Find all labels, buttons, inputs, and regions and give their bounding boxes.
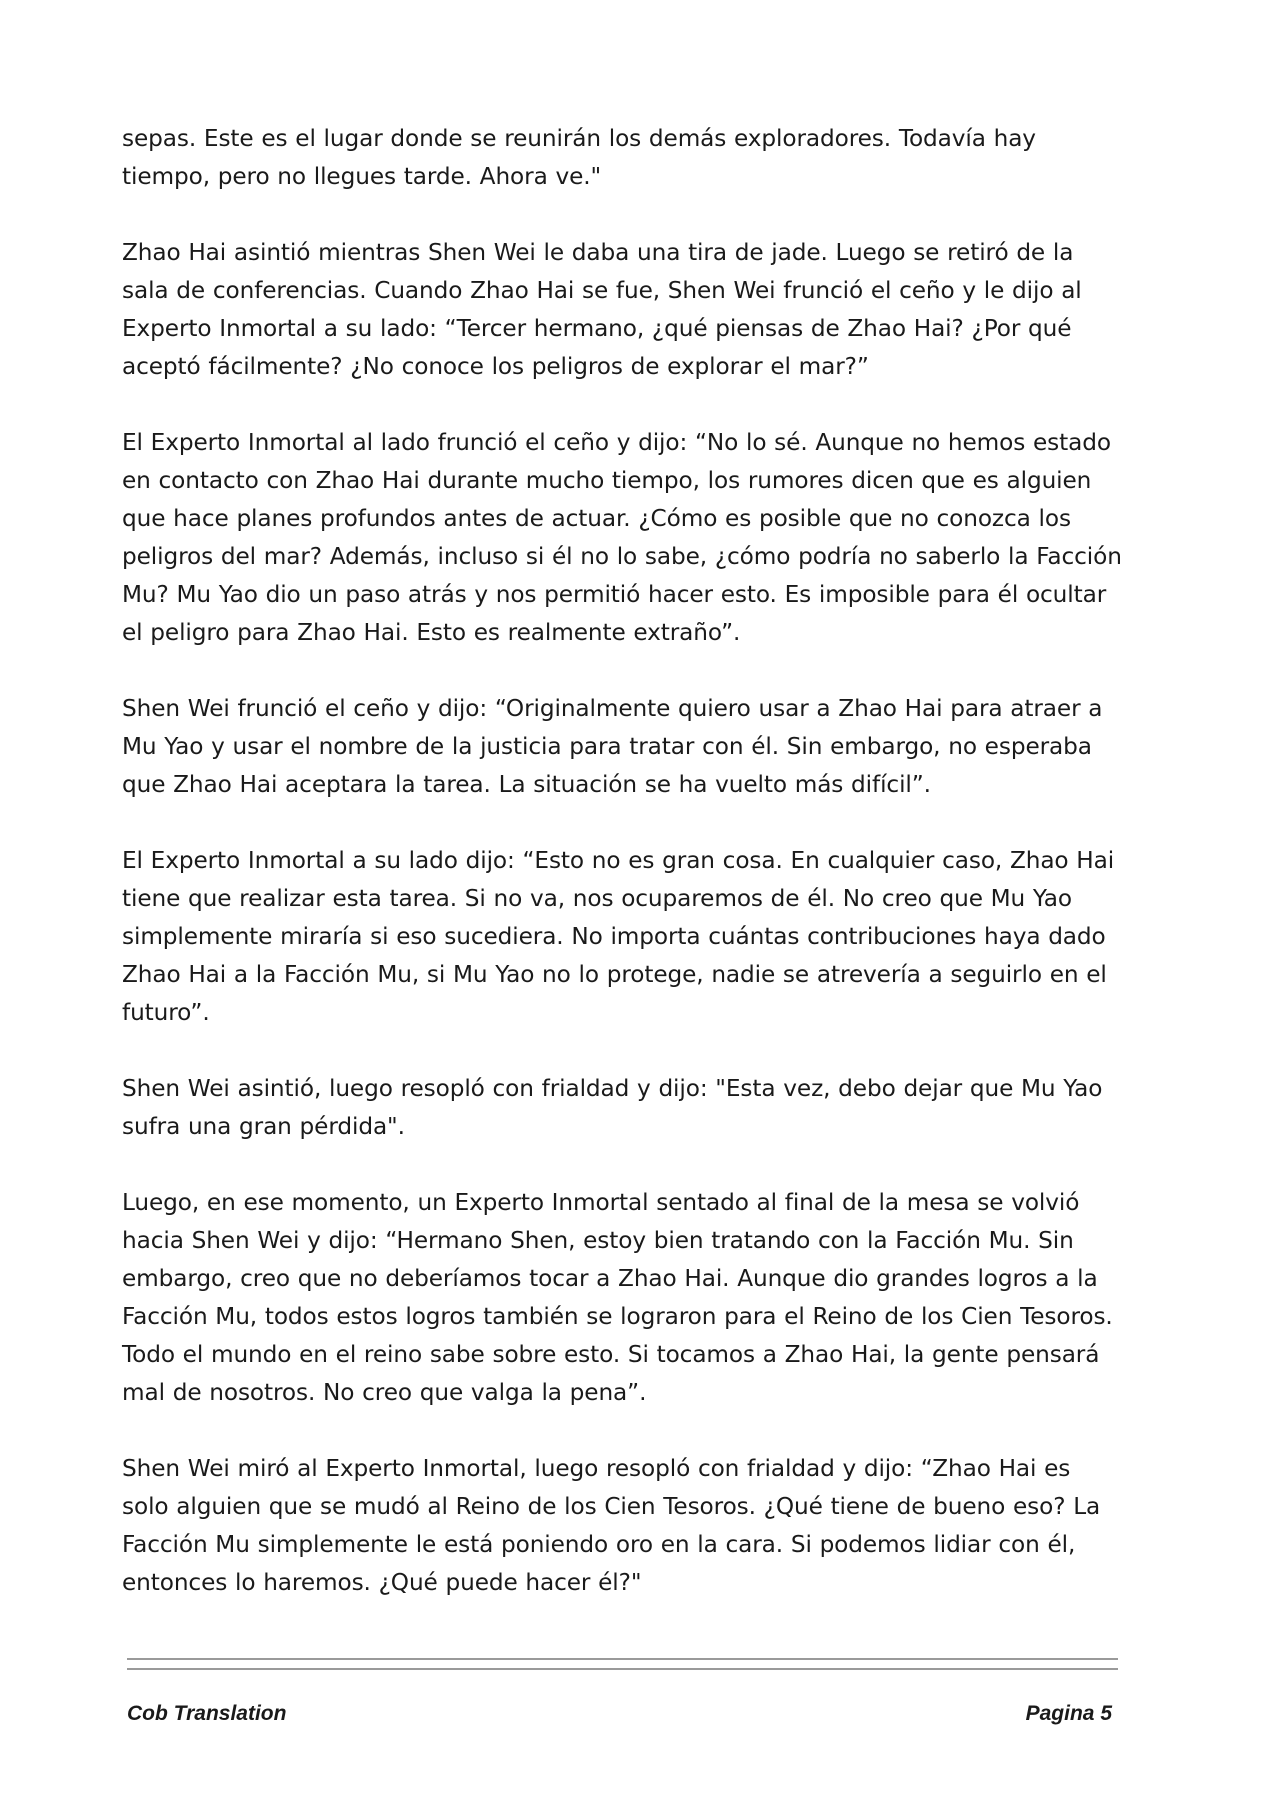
paragraph-7: Luego, en ese momento, un Experto Inmortal sentado al final de la mesa se volvió hacia Shen Wei y dijo: “Hermano Shen, estoy bien tratando con la Facción Mu. Sin embargo, creo que no deberíamos tocar a Zhao Hai. Aunque dio grandes logros a la Facción Mu, todos estos logros también se lograron para el Reino de los Cien Tesoros. Todo el mundo en el reino sabe sobre esto. Si tocamos a Zhao Hai, la gente pensará mal de nosotros. No creo que valga la pena”. <box>122 1189 1113 1406</box>
footer-translator-credit: Cob Translation <box>127 1702 287 1725</box>
paragraph-3: El Experto Inmortal al lado frunció el ceño y dijo: “No lo sé. Aunque no hemos estado en contacto con Zhao Hai durante mucho tiempo, los rumores dicen que es alguien que hace planes profundos antes de actuar. ¿Cómo es posible que no conozca los peligros del mar? Además, incluso si él no lo sabe, ¿cómo podría no saberlo la Facción Mu? Mu Yao dio un paso atrás y nos permitió hacer esto. Es imposible para él ocultar el peligro para Zhao Hai. Esto es realmente extraño”. <box>122 429 1122 646</box>
paragraph-8: Shen Wei miró al Experto Inmortal, luego resopló con frialdad y dijo: “Zhao Hai es solo alguien que se mudó al Reino de los Cien Tesoros. ¿Qué tiene de bueno eso? La Facción Mu simplemente le está poniendo oro en la cara. Si podemos lidiar con él, entonces lo haremos. ¿Qué puede hacer él?" <box>122 1455 1101 1596</box>
footer-page-number: Pagina 5 <box>1025 1702 1112 1725</box>
paragraph-2: Zhao Hai asintió mientras Shen Wei le daba una tira de jade. Luego se retiró de la sala de conferencias. Cuando Zhao Hai se fue, Shen Wei frunció el ceño y le dijo al Experto Inmortal a su lado: “Tercer hermano, ¿qué piensas de Zhao Hai? ¿Por qué aceptó fácilmente? ¿No conoce los peligros de explorar el mar?” <box>122 239 1082 380</box>
body-text <box>122 120 1122 1640</box>
paragraph-6: Shen Wei asintió, luego resopló con frialdad y dijo: "Esta vez, debo dejar que Mu Yao sufra una gran pérdida". <box>122 1075 1103 1140</box>
paragraph-4: Shen Wei frunció el ceño y dijo: “Originalmente quiero usar a Zhao Hai para atraer a Mu Yao y usar el nombre de la justicia para tratar con él. Sin embargo, no esperaba que Zhao Hai aceptara la tarea. La situación se ha vuelto más difícil”. <box>122 695 1103 798</box>
footer-divider-bottom <box>127 1668 1118 1670</box>
footer-divider-top <box>127 1658 1118 1660</box>
paragraph-1: sepas. Este es el lugar donde se reunirán los demás exploradores. Todavía hay tiempo, pero no llegues tarde. Ahora ve." <box>122 125 1036 190</box>
paragraph-5: El Experto Inmortal a su lado dijo: “Esto no es gran cosa. En cualquier caso, Zhao Hai tiene que realizar esta tarea. Si no va, nos ocuparemos de él. No creo que Mu Yao simplemente miraría si eso sucediera. No importa cuántas contribuciones haya dado Zhao Hai a la Facción Mu, si Mu Yao no lo protege, nadie se atrevería a seguirlo en el futuro”. <box>122 847 1115 1026</box>
